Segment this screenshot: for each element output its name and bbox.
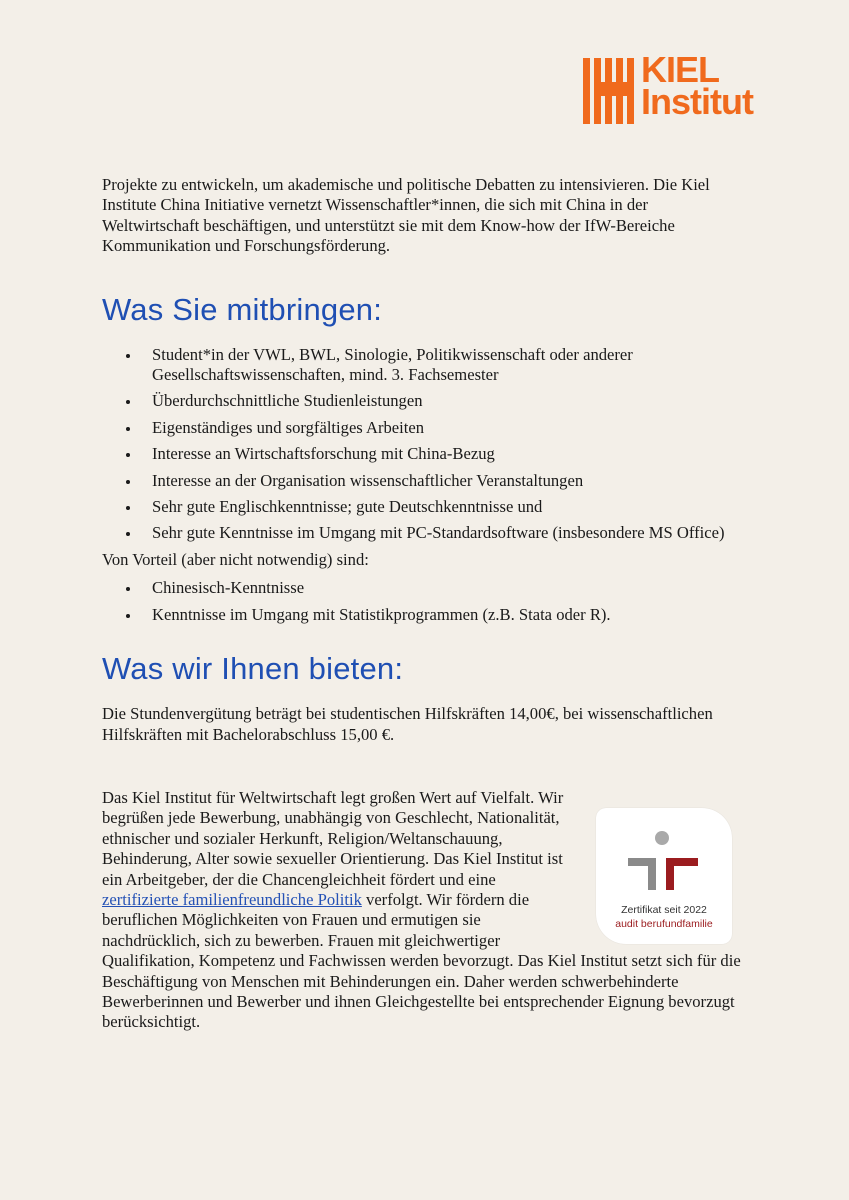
requirements-list [102, 345, 742, 544]
advantage-list [102, 578, 742, 625]
list-item: Eigenständiges und sorgfältiges Arbeiten [102, 418, 742, 438]
logo-text [641, 49, 753, 122]
diversity-text-before-link: Das Kiel Institut für Weltwirtschaft legt großen Wert auf Vielfalt. Wir begrüßen jede Bewerbung, unabhängig von Geschlecht, Nationalität, ethnischer und sozialer Herkunft, Religion/Weltanschauung, Behinderung, Alter sowie sexueller Orientierung. Das Kiel Institut ist ein Arbeitgeber, der die Chancengleichheit fördert und eine [102, 787, 564, 889]
list-item: Chinesisch-Kenntnisse [102, 578, 742, 598]
intro-paragraph: Projekte zu entwickeln, um akademische und politische Debatten zu intensivieren. Die Kiel Institute China Initiative vernetzt Wissenschaftler*innen, die sich mit China in der Weltwirtschaft beschäftigen, und unterstützt sie mit dem Know-how der IfW-Bereiche Kommunikation und Forschungsförderung. [102, 175, 710, 256]
list-item: Interesse an der Organisation wissenschaftlicher Veranstaltungen [102, 471, 742, 491]
list-item: Sehr gute Englischkenntnisse; gute Deutschkenntnisse und [102, 497, 742, 517]
audit-berufundfamilie-badge [596, 808, 732, 944]
list-item: Sehr gute Kenntnisse im Umgang mit PC-Standardsoftware (insbesondere MS Office) [102, 523, 742, 543]
list-item: Student*in der VWL, BWL, Sinologie, Politikwissenschaft oder anderer Gesellschaftswissenschaften, mind. 3. Fachsemester [102, 345, 742, 386]
list-item: Überdurchschnittliche Studienleistungen [102, 391, 742, 411]
requirements-heading: Was Sie mitbringen: [102, 291, 383, 327]
logo-bars-icon [583, 58, 635, 124]
kiel-institut-logo [583, 49, 773, 128]
diversity-text-after-link: verfolgt. Wir fördern die beruflichen Möglichkeiten von Frauen und ermutigen sie nachdrücklich, sich zu bewerben. Frauen mit gleichwertiger Qualifikation, Kompetenz und Fachwissen werden bevorzugt. Das Kiel Institut setzt sich für die Beschäftigung von Menschen mit Behinderungen ein. Daher werden schwerbehinderte Bewerberinnen und Bewerber und ihnen Gleichgestellte bei entsprechender Eignung bevorzugt berücksichtigt. [102, 889, 741, 1032]
certified-family-policy-link[interactable]: zertifizierte familienfreundliche Politik [102, 889, 362, 909]
list-item: Interesse an Wirtschaftsforschung mit China-Bezug [102, 444, 742, 464]
offer-heading: Was wir Ihnen bieten: [102, 651, 404, 687]
diversity-statement [102, 788, 742, 1033]
badge-line-2: audit berufundfamilie [615, 917, 713, 930]
logo-line-2: Institut [641, 81, 753, 122]
offer-paragraph: Die Stundenvergütung beträgt bei studentischen Hilfskräften 14,00€, bei wissenschaftlichen Hilfskräften mit Bachelorabschluss 15,00 €. [102, 704, 713, 744]
badge-line-1: Zertifikat seit 2022 [621, 903, 707, 916]
logo-line-1: KIEL [641, 49, 720, 90]
document-body [102, 175, 742, 1033]
audit-logo-icon [624, 830, 704, 892]
advantage-intro: Von Vorteil (aber nicht notwendig) sind: [102, 549, 369, 569]
list-item: Kenntnisse im Umgang mit Statistikprogrammen (z.B. Stata oder R). [102, 605, 742, 625]
